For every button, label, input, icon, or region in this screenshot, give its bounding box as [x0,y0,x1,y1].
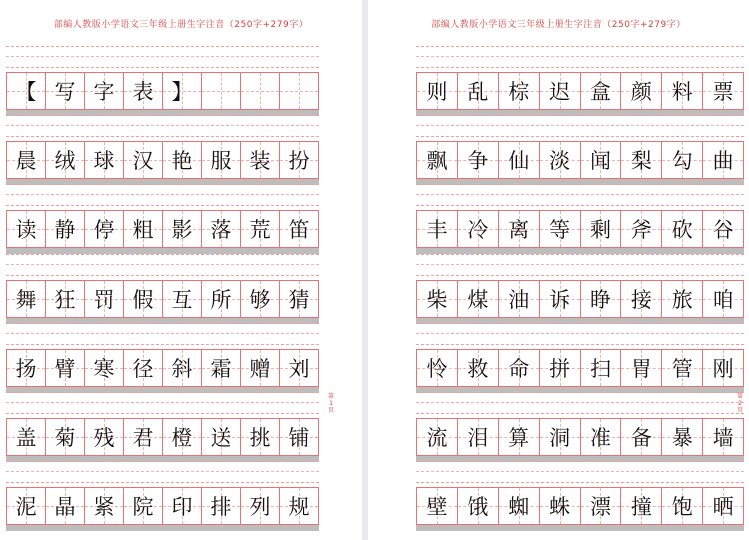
guide-lines [416,115,744,137]
character-cell [7,350,46,386]
character: 泥 [15,495,37,519]
character-cell [458,211,499,247]
character: 服 [210,149,232,173]
character-row [416,349,744,387]
character: 闻 [589,149,611,173]
character: 赠 [249,357,271,381]
character-cell [46,281,85,317]
character: 颜 [630,80,652,104]
row-separator [6,525,319,531]
character: 粗 [132,218,154,242]
character-cell [46,211,85,247]
character-cell [703,142,743,178]
character: 影 [171,218,193,242]
character-cell [85,488,124,524]
character: 曲 [712,149,734,173]
character-cell [621,419,662,455]
character-cell [499,281,540,317]
character: 够 [249,288,271,312]
character-cell [621,488,662,524]
character: 飘 [426,149,448,173]
character: 怜 [426,357,448,381]
character: 汉 [132,149,154,173]
character-cell [7,142,46,178]
character: 煤 [467,288,489,312]
character: 读 [15,218,37,242]
character-cell [540,488,581,524]
page-number [736,393,744,414]
character-cell [46,488,85,524]
character: 所 [210,288,232,312]
character: 命 [508,357,530,381]
character-cell [581,142,622,178]
character-cell [124,350,163,386]
character: 淡 [549,149,571,173]
character: 互 [171,288,193,312]
character-cell [124,73,163,109]
character: 饿 [467,495,489,519]
character-cell [85,211,124,247]
character: 料 [671,80,693,104]
page-number-suffix: 页 [736,407,743,414]
guide-lines [416,46,744,68]
character: 蜘 [508,495,530,519]
character-cell [540,281,581,317]
character: 接 [630,288,652,312]
page-number-prefix: 第 [327,393,334,400]
character-cell [280,419,318,455]
character: 备 [630,426,652,450]
character: 印 [171,495,193,519]
character-cell [46,73,85,109]
character: 睁 [589,288,611,312]
character-cell [458,73,499,109]
character-cell [621,350,662,386]
character-cell [417,73,458,109]
character-cell [124,211,163,247]
character: 管 [671,357,693,381]
character-cell [85,419,124,455]
character: 紧 [93,495,115,519]
character-cell [581,488,622,524]
character-cell [280,281,318,317]
character-cell [202,419,241,455]
character-cell [163,281,202,317]
character: 字 [93,80,115,104]
character-cell [499,142,540,178]
character-cell [124,142,163,178]
character-row [6,141,319,179]
character: 扬 [15,357,37,381]
character: 罚 [93,288,115,312]
character-cell [202,211,241,247]
page-number [327,393,335,414]
character-cell [46,350,85,386]
character: 撞 [630,495,652,519]
character: 装 [249,149,271,173]
character-cell [540,419,581,455]
character: 排 [210,495,232,519]
guide-lines [416,184,744,206]
character: 旅 [671,288,693,312]
page-number-prefix: 第 [736,393,743,400]
character-cell [280,488,318,524]
character: 票 [712,80,734,104]
character: 胃 [630,357,652,381]
character-cell [124,281,163,317]
character-cell [202,350,241,386]
character: 刚 [712,357,734,381]
character-cell [662,281,703,317]
character: 铺 [288,426,310,450]
character-cell [458,350,499,386]
character-cell [202,488,241,524]
character-cell [280,142,318,178]
character-cell [280,211,318,247]
character: 勾 [671,149,693,173]
character-cell [581,419,622,455]
character-cell [703,350,743,386]
character-cell [7,488,46,524]
character: 橙 [171,426,193,450]
character: 争 [467,149,489,173]
character: 晶 [54,495,76,519]
character-cell [540,211,581,247]
character: 落 [210,218,232,242]
character-cell [124,488,163,524]
character-cell [85,142,124,178]
character: 【 [15,80,37,104]
character: 院 [132,495,154,519]
character-cell [458,419,499,455]
character-cell [202,142,241,178]
character: 饱 [671,495,693,519]
character-cell [241,73,280,109]
character-cell [458,488,499,524]
page-header: 部编人教版小学语文三年级上册生字注音（250字+279字） [53,20,309,30]
character-row [6,210,319,248]
character: 停 [93,218,115,242]
character: 送 [210,426,232,450]
character: 泪 [467,426,489,450]
character-cell [46,142,85,178]
character: 君 [132,426,154,450]
guide-lines [416,254,744,276]
character-row [6,72,319,110]
character-cell [85,350,124,386]
character-cell [280,350,318,386]
character-cell [621,211,662,247]
character-row [416,72,744,110]
character-cell [124,419,163,455]
character: 笛 [288,218,310,242]
character: 救 [467,357,489,381]
character: 蛛 [549,495,571,519]
character: 静 [54,218,76,242]
character-cell [703,488,743,524]
character: 径 [132,357,154,381]
worksheet-page-2 [368,0,749,540]
character-grid [6,0,319,540]
character-cell [703,281,743,317]
character: 棕 [508,80,530,104]
character-cell [202,73,241,109]
character-cell [540,350,581,386]
character: 残 [93,426,115,450]
character: 艳 [171,149,193,173]
character: 谷 [712,218,734,242]
page-number-suffix: 页 [327,407,334,414]
character-cell [581,73,622,109]
character: 斜 [171,357,193,381]
character: 洞 [549,426,571,450]
character: 漂 [589,495,611,519]
character-row [6,418,319,456]
guide-lines [6,46,319,68]
character-cell [458,142,499,178]
character-cell [163,488,202,524]
character: 寒 [93,357,115,381]
character: 挑 [249,426,271,450]
character: 猜 [288,288,310,312]
page-number-value: 2 [738,400,742,407]
character-cell [662,350,703,386]
character-row [6,487,319,525]
character-row [416,210,744,248]
character-row [416,280,744,318]
character-cell [417,350,458,386]
character: 规 [288,495,310,519]
character-cell [241,350,280,386]
page-number-value: 1 [329,400,333,407]
page-header: 部编人教版小学语文三年级上册生字注音（250字+279字） [431,20,686,30]
character-cell [499,73,540,109]
character: 】 [171,80,193,104]
character-cell [163,142,202,178]
character-cell [703,211,743,247]
character: 流 [426,426,448,450]
character-row [416,418,744,456]
character: 墙 [712,426,734,450]
guide-lines [6,184,319,206]
character: 臂 [54,357,76,381]
character: 准 [589,426,611,450]
character: 盒 [589,80,611,104]
character: 菊 [54,426,76,450]
character: 砍 [671,218,693,242]
character-cell [581,281,622,317]
character-cell [662,419,703,455]
character: 离 [508,218,530,242]
character-cell [7,73,46,109]
character-row [6,280,319,318]
character: 斧 [630,218,652,242]
character-cell [458,281,499,317]
character-cell [621,281,662,317]
row-separator [416,525,744,531]
character-cell [621,142,662,178]
character-cell [7,419,46,455]
character: 诉 [549,288,571,312]
character: 拼 [549,357,571,381]
character: 舞 [15,288,37,312]
character-cell [499,211,540,247]
character-cell [163,350,202,386]
character: 晨 [15,149,37,173]
character-cell [241,419,280,455]
character: 算 [508,426,530,450]
character-cell [499,350,540,386]
character-cell [85,281,124,317]
character-cell [499,488,540,524]
character: 表 [132,80,154,104]
character: 壁 [426,495,448,519]
character-cell [662,211,703,247]
character: 霜 [210,357,232,381]
character-cell [703,419,743,455]
character: 扫 [589,357,611,381]
character-cell [417,211,458,247]
character-cell [621,73,662,109]
character-cell [540,142,581,178]
character-cell [417,142,458,178]
character: 荒 [249,218,271,242]
character: 迟 [549,80,571,104]
character-row [6,349,319,387]
character: 咱 [712,288,734,312]
character-cell [417,488,458,524]
guide-lines [6,461,319,483]
guide-lines [6,115,319,137]
character: 剩 [589,218,611,242]
character-cell [540,73,581,109]
character: 晒 [712,495,734,519]
character: 等 [549,218,571,242]
character-cell [46,419,85,455]
character: 暴 [671,426,693,450]
character: 冷 [467,218,489,242]
character-cell [417,419,458,455]
character-cell [241,142,280,178]
character: 乱 [467,80,489,104]
character-row [416,141,744,179]
character-cell [662,142,703,178]
character-row [416,487,744,525]
character: 扮 [288,149,310,173]
character-cell [662,488,703,524]
character: 丰 [426,218,448,242]
guide-lines [6,254,319,276]
character-cell [241,281,280,317]
character-cell [499,419,540,455]
character: 写 [54,80,76,104]
character: 球 [93,149,115,173]
guide-lines [6,392,319,414]
character-cell [280,73,318,109]
guide-lines [416,323,744,345]
character-cell [7,211,46,247]
character: 绒 [54,149,76,173]
character-cell [163,211,202,247]
guide-lines [416,461,744,483]
character-cell [163,73,202,109]
character-cell [7,281,46,317]
worksheet-page-1 [0,0,362,540]
character: 假 [132,288,154,312]
character-cell [202,281,241,317]
character-cell [241,211,280,247]
guide-lines [6,323,319,345]
character: 盖 [15,426,37,450]
character-cell [241,488,280,524]
character: 柴 [426,288,448,312]
character: 梨 [630,149,652,173]
character-cell [581,350,622,386]
character-cell [163,419,202,455]
character-cell [581,211,622,247]
character: 狂 [54,288,76,312]
character: 列 [249,495,271,519]
character: 刘 [288,357,310,381]
character-cell [703,73,743,109]
character: 仙 [508,149,530,173]
character: 油 [508,288,530,312]
character-cell [85,73,124,109]
character-cell [417,281,458,317]
character: 则 [426,80,448,104]
guide-lines [416,392,744,414]
character-cell [662,73,703,109]
character-grid [416,0,744,540]
